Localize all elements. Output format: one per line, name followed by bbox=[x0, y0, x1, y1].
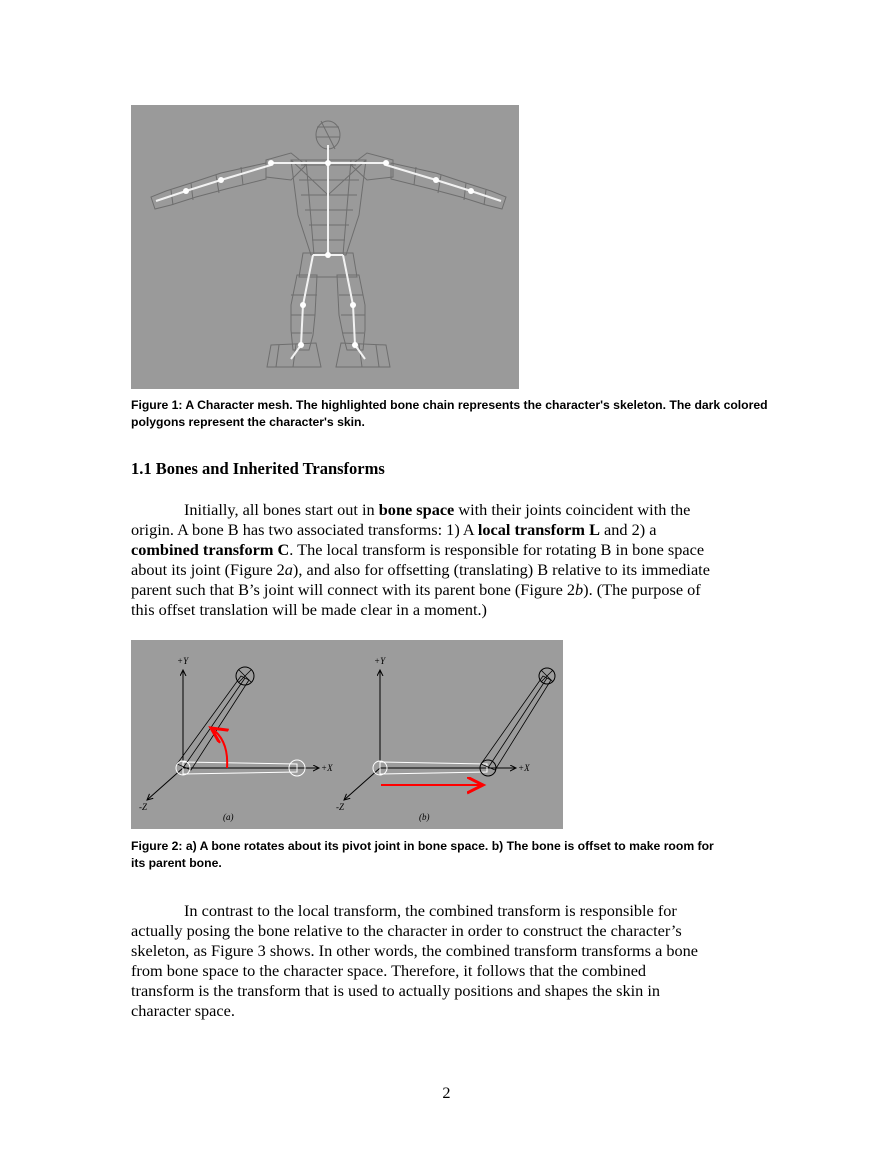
paragraph-2-line-2: actually posing the bone relative to the character in order to construct the character’s bbox=[131, 921, 682, 940]
paragraph-2-line-1: In contrast to the local transform, the combined transform is responsible for bbox=[184, 901, 677, 920]
figure2-caption-line-2: its parent bone. bbox=[131, 856, 222, 870]
paragraph-2 bbox=[131, 901, 761, 1021]
paragraph-2-line-3: skeleton, as Figure 3 shows. In other words, the combined transform transforms a bone bbox=[131, 941, 699, 960]
axis-y-label-a: +Y bbox=[177, 656, 189, 666]
paragraph-1-line-5: parent such that B’s joint will connect with its parent bone (Figure 2b). (The purpose of bbox=[131, 580, 701, 599]
figure1-caption: Figure 1: A Character mesh. The highlighted bone chain represents the character's skeleton. The dark colored polygons represent the character's skin. bbox=[131, 398, 768, 429]
paragraph-2-line-6: character space. bbox=[131, 1001, 235, 1020]
paragraph-1-line-3: combined transform C. The local transform is responsible for rotating B in bone space bbox=[131, 540, 705, 559]
bone-transform-diagram bbox=[131, 640, 563, 829]
paragraph-2-line-4: from bone space to the character space. Therefore, it follows that the combined bbox=[131, 961, 647, 980]
figure2-caption-line-1: Figure 2: a) A bone rotates about its pivot joint in bone space. b) The bone is offset to make room for bbox=[131, 839, 714, 853]
axis-x-label-a: +X bbox=[321, 763, 333, 773]
paragraph-2-line-5: transform is the transform that is used to actually positions and shapes the skin in bbox=[131, 981, 661, 1000]
paragraph-1 bbox=[131, 500, 761, 620]
axis-y-label-b: +Y bbox=[374, 656, 386, 666]
paragraph-1-line-6: this offset translation will be made clear in a moment.) bbox=[131, 600, 487, 619]
section-heading: 1.1 Bones and Inherited Transforms bbox=[131, 459, 385, 478]
page-number: 2 bbox=[442, 1083, 451, 1102]
axis-z-label-b: -Z bbox=[336, 802, 345, 812]
character-mesh-image bbox=[131, 105, 519, 389]
axis-x-label-b: +X bbox=[518, 763, 530, 773]
paragraph-1-line-1: Initially, all bones start out in bone space with their joints coincident with the bbox=[184, 500, 691, 519]
panel-b-label: (b) bbox=[419, 812, 430, 822]
paragraph-1-line-4: about its joint (Figure 2a), and also for offsetting (translating) B relative to its immediate bbox=[131, 560, 710, 579]
figure2-caption bbox=[131, 838, 771, 872]
panel-a-label: (a) bbox=[223, 812, 234, 822]
axis-z-label-a: -Z bbox=[139, 802, 148, 812]
paragraph-1-line-2: origin. A bone B has two associated transforms: 1) A local transform L and 2) a bbox=[131, 520, 657, 539]
character-mesh-figure bbox=[131, 105, 519, 389]
bone-transform-figure bbox=[131, 640, 563, 829]
